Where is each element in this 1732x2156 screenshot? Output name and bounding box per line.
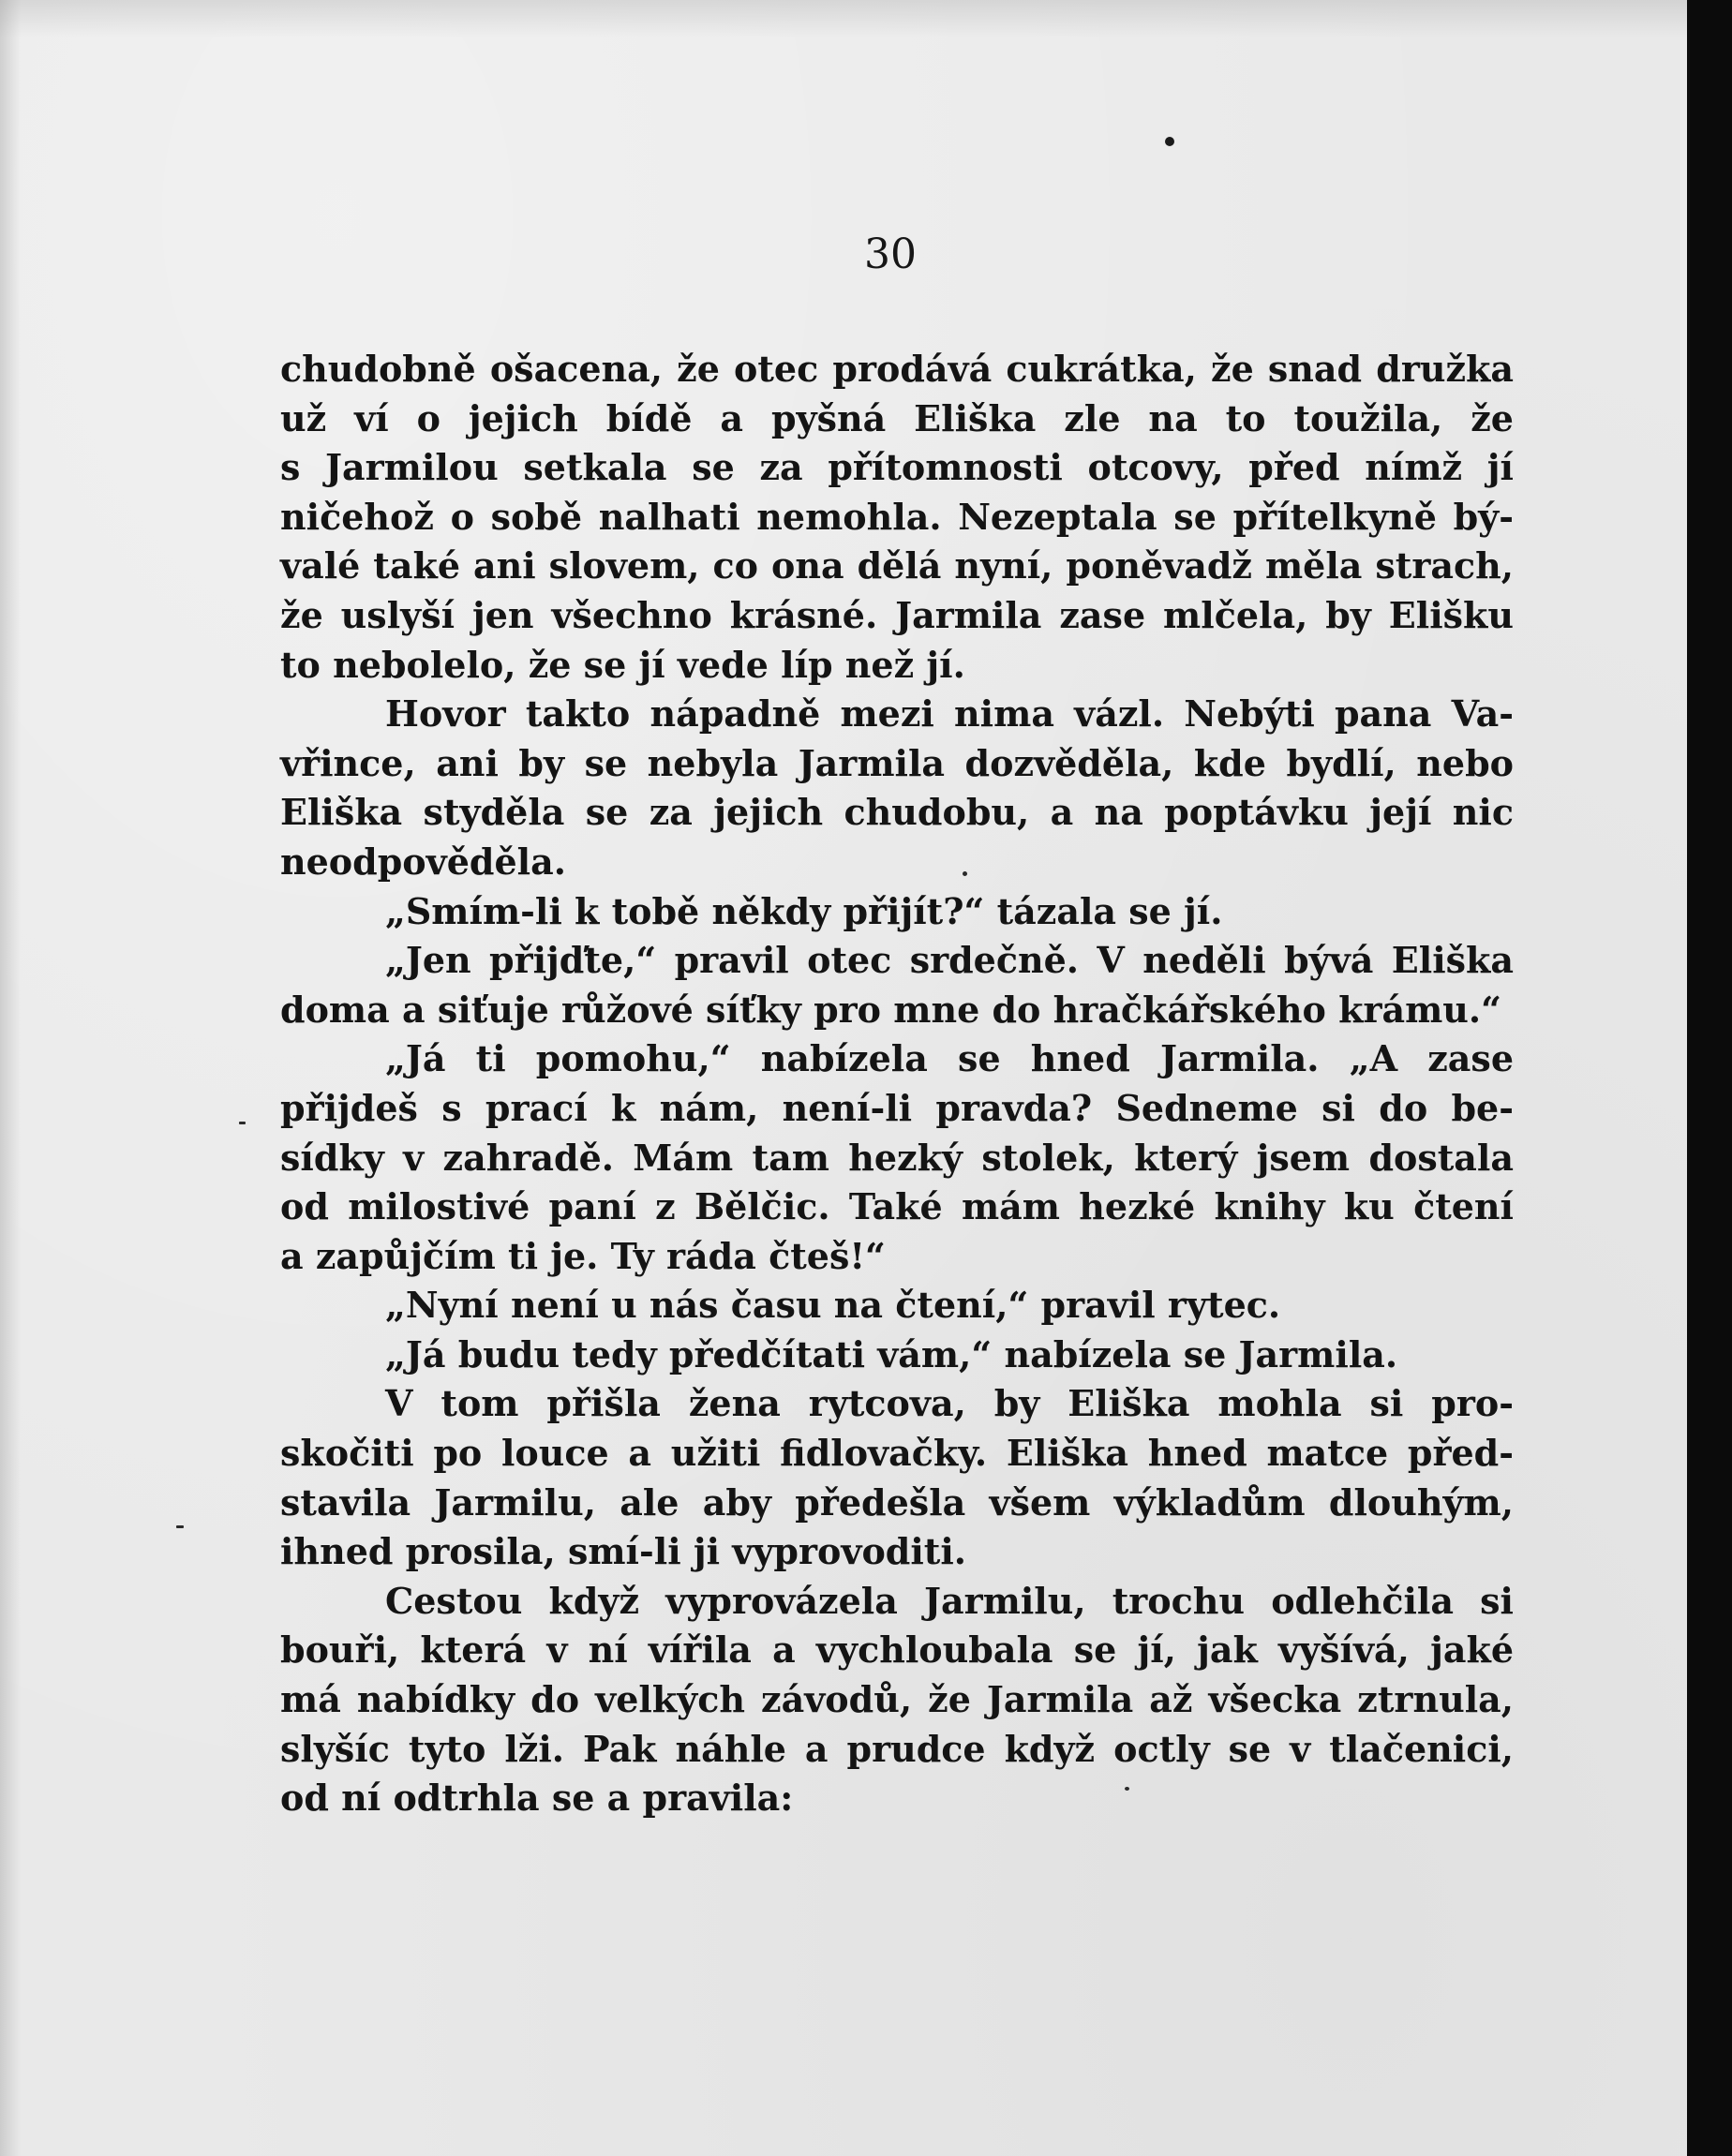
scan-shadow-top bbox=[0, 0, 1687, 37]
ink-speck bbox=[176, 1525, 184, 1528]
text-line: V tom přišla žena rytcova, by Eliška mohla si pro- bbox=[385, 1382, 1514, 1425]
text-line: „Smím-li k tobě někdy přijít?“ tázala se jí. bbox=[385, 889, 1223, 932]
text-line: slyšíc tyto lži. Pak náhle a prudce když octly se v tlačenici, bbox=[280, 1727, 1514, 1770]
scan-shadow-left bbox=[0, 0, 21, 2156]
text-line: „Já budu tedy předčítati vám,“ nabízela se Jarmila. bbox=[385, 1332, 1398, 1375]
text-line: už ví o jejich bídě a pyšná Eliška zle na to toužila, že bbox=[280, 396, 1514, 439]
text-line: Eliška styděla se za jejich chudobu, a na poptávku její nic bbox=[280, 791, 1514, 834]
text-line: sídky v zahradě. Mám tam hezký stolek, který jsem dostala bbox=[280, 1136, 1514, 1179]
text-line: doma a siťuje růžové síťky pro mne do hračkářského krámu.“ bbox=[280, 988, 1502, 1031]
ink-dot bbox=[1165, 137, 1174, 146]
text-line: ihned prosila, smí-li ji vyprovoditi. bbox=[280, 1530, 967, 1573]
paragraph bbox=[280, 887, 1514, 937]
text-line: přijdeš s prací k nám, není-li pravda? Sedneme si do be- bbox=[280, 1086, 1514, 1129]
text-line: vřince, ani by se nebyla Jarmila dozvěděla, kde bydlí, nebo bbox=[280, 741, 1514, 784]
text-line: Cestou když vyprovázela Jarmilu, trochu odlehčila si bbox=[385, 1579, 1514, 1622]
paragraph bbox=[280, 690, 1514, 886]
paragraph bbox=[280, 1577, 1514, 1823]
text-line: bouři, která v ní vířila a vychloubala se jí, jak vyšívá, jaké bbox=[280, 1628, 1514, 1672]
paragraph bbox=[280, 1034, 1514, 1281]
ink-speck bbox=[239, 1122, 246, 1124]
text-line: neodpověděla. bbox=[280, 840, 566, 883]
scan-border bbox=[1687, 0, 1732, 2156]
text-line: ničehož o sobě nalhati nemohla. Nezeptala se přítelkyně bý- bbox=[280, 495, 1514, 538]
page-number: 30 bbox=[864, 230, 917, 278]
text-line: to nebolelo, že se jí vede líp než jí. bbox=[280, 643, 965, 686]
text-line: Hovor takto nápadně mezi nima vázl. Nebýti pana Va- bbox=[385, 692, 1514, 736]
text-line: s Jarmilou setkala se za přítomnosti otcovy, před nímž jí bbox=[280, 446, 1514, 489]
text-line: chudobně ošacena, že otec prodává cukrátka, že snad družka bbox=[280, 348, 1514, 390]
text-line: „Já ti pomohu,“ nabízela se hned Jarmila. „A zase bbox=[385, 1037, 1514, 1080]
text-line: valé také ani slovem, co ona dělá nyní, poněvadž měla strach, bbox=[280, 544, 1514, 587]
text-line: „Nyní není u nás času na čtení,“ pravil rytec. bbox=[385, 1284, 1281, 1327]
text-line: skočiti po louce a užiti fidlovačky. Eliška hned matce před- bbox=[280, 1432, 1514, 1475]
paragraph bbox=[280, 936, 1514, 1034]
paragraph bbox=[280, 1379, 1514, 1576]
text-line: má nabídky do velkých závodů, že Jarmila až všecka ztrnula, bbox=[280, 1678, 1514, 1721]
paragraph bbox=[280, 345, 1514, 690]
text-line: stavila Jarmilu, ale aby předešla všem výkladům dlouhým, bbox=[280, 1480, 1514, 1524]
paragraph bbox=[280, 1281, 1514, 1331]
paragraph bbox=[280, 1331, 1514, 1380]
text-line: že uslyší jen všechno krásné. Jarmila zase mlčela, by Elišku bbox=[280, 593, 1514, 636]
body-text bbox=[280, 345, 1514, 1823]
text-line: a zapůjčím ti je. Ty ráda čteš!“ bbox=[280, 1234, 886, 1277]
text-line: od ní odtrhla se a pravila: bbox=[280, 1777, 794, 1820]
text-line: „Jen přijďte,“ pravil otec srdečně. V neděli bývá Eliška bbox=[385, 939, 1514, 982]
text-line: od milostivé paní z Bělčic. Také mám hezké knihy ku čtení bbox=[280, 1185, 1514, 1228]
